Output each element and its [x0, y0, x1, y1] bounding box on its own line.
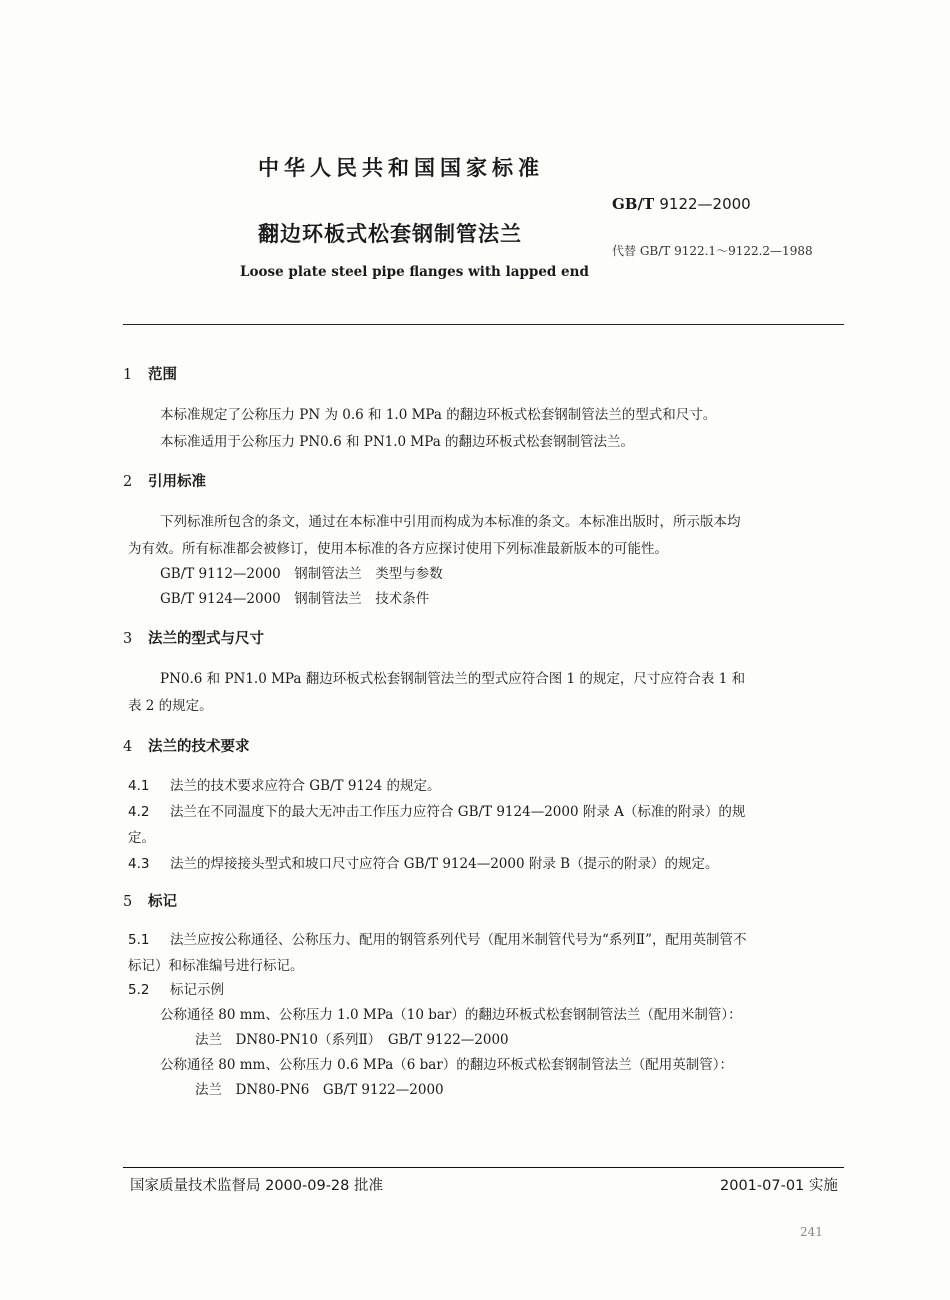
clause-4-1 [128, 774, 441, 794]
clause-text: 法兰应按公称通径、公称压力、配用的钢管系列代号（配用米制管代号为“系列Ⅱ”，配用英制管不 [170, 932, 747, 948]
approval-note: 国家质量技术监督局 2000-09-28 批准 [130, 1178, 383, 1194]
example-description: 公称通径 80 mm、公称压力 0.6 MPa（6 bar）的翻边环板式松套钢制管法兰（配用英制管）： [160, 1057, 734, 1073]
clause-text: 法兰在不同温度下的最大无冲击工作压力应符合 GB/T 9124—2000 附录 A（标准的附录）的规 [170, 804, 746, 820]
paragraph: PN0.6 和 PN1.0 MPa 翻边环板式松套钢制管法兰的型式应符合图 1 的规定，尺寸应符合表 1 和 [160, 671, 746, 687]
document-title-en: Loose plate steel pipe flanges with lapped end [240, 264, 589, 280]
clause-4-2 [128, 800, 745, 820]
clause-number: 5.2 [128, 982, 150, 998]
clause-text: 法兰的焊接接头型式和坡口尺寸应符合 GB/T 9124—2000 附录 B（提示的附录）的规定。 [170, 856, 719, 872]
paragraph-continuation: 为有效。所有标准都会被修订，使用本标准的各方应探讨使用下列标准最新版本的可能性。 [128, 541, 668, 557]
standard-code-prefix: GB/T [612, 195, 655, 213]
standard-code [612, 195, 751, 213]
replaces-note: 代替 GB/T 9122.1～9122.2—1988 [612, 244, 813, 258]
effective-date: 2001-07-01 实施 [720, 1178, 838, 1194]
clause-text: 法兰的技术要求应符合 GB/T 9124 的规定。 [170, 778, 441, 794]
section-1-heading [123, 363, 177, 384]
section-title: 法兰的技术要求 [148, 739, 250, 755]
section-number: 5 [123, 894, 133, 910]
section-number: 2 [123, 474, 133, 490]
reference-item: GB/T 9124—2000 钢制管法兰 技术条件 [160, 591, 430, 607]
example-description: 公称通径 80 mm、公称压力 1.0 MPa（10 bar）的翻边环板式松套钢制管法兰（配用米制管）： [160, 1007, 742, 1023]
section-2-heading [123, 470, 206, 491]
clause-4-3 [128, 852, 719, 872]
standard-code-number: 9122—2000 [659, 195, 751, 213]
section-title: 范围 [148, 367, 177, 383]
clause-number: 4.3 [128, 856, 150, 872]
paragraph: 下列标准所包含的条文，通过在本标准中引用而构成为本标准的条文。本标准出版时，所示版本均 [160, 514, 741, 530]
clause-number: 4.1 [128, 778, 150, 794]
page-number: 241 [800, 1225, 823, 1239]
section-number: 4 [123, 739, 133, 755]
clause-continuation: 标记）和标准编号进行标记。 [128, 958, 304, 974]
clause-continuation: 定。 [128, 830, 155, 846]
clause-5-1 [128, 928, 746, 948]
example-marking: 法兰 DN80-PN10（系列Ⅱ） GB/T 9122—2000 [195, 1032, 509, 1048]
clause-number: 4.2 [128, 804, 150, 820]
section-3-heading [123, 627, 264, 648]
clause-number: 5.1 [128, 932, 150, 948]
paragraph: 本标准规定了公称压力 PN 为 0.6 和 1.0 MPa 的翻边环板式松套钢制管法兰的型式和尺寸。 [160, 407, 717, 423]
clause-text: 标记示例 [170, 982, 224, 998]
section-title: 标记 [148, 894, 177, 910]
footer-divider [123, 1167, 844, 1168]
paragraph-continuation: 表 2 的规定。 [128, 698, 213, 714]
header-divider [123, 324, 844, 325]
standard-type-heading: 中华人民共和国国家标准 [258, 156, 544, 180]
reference-item: GB/T 9112—2000 钢制管法兰 类型与参数 [160, 566, 443, 582]
section-title: 法兰的型式与尺寸 [148, 631, 264, 647]
section-title: 引用标准 [148, 474, 206, 490]
paragraph: 本标准适用于公称压力 PN0.6 和 PN1.0 MPa 的翻边环板式松套钢制管法兰。 [160, 434, 635, 450]
example-marking: 法兰 DN80-PN6 GB/T 9122—2000 [195, 1082, 444, 1098]
section-4-heading [123, 735, 250, 756]
document-title-cn: 翻边环板式松套钢制管法兰 [258, 222, 522, 246]
section-number: 3 [123, 631, 133, 647]
section-number: 1 [123, 367, 133, 383]
clause-5-2 [128, 978, 224, 998]
section-5-heading [123, 890, 177, 911]
